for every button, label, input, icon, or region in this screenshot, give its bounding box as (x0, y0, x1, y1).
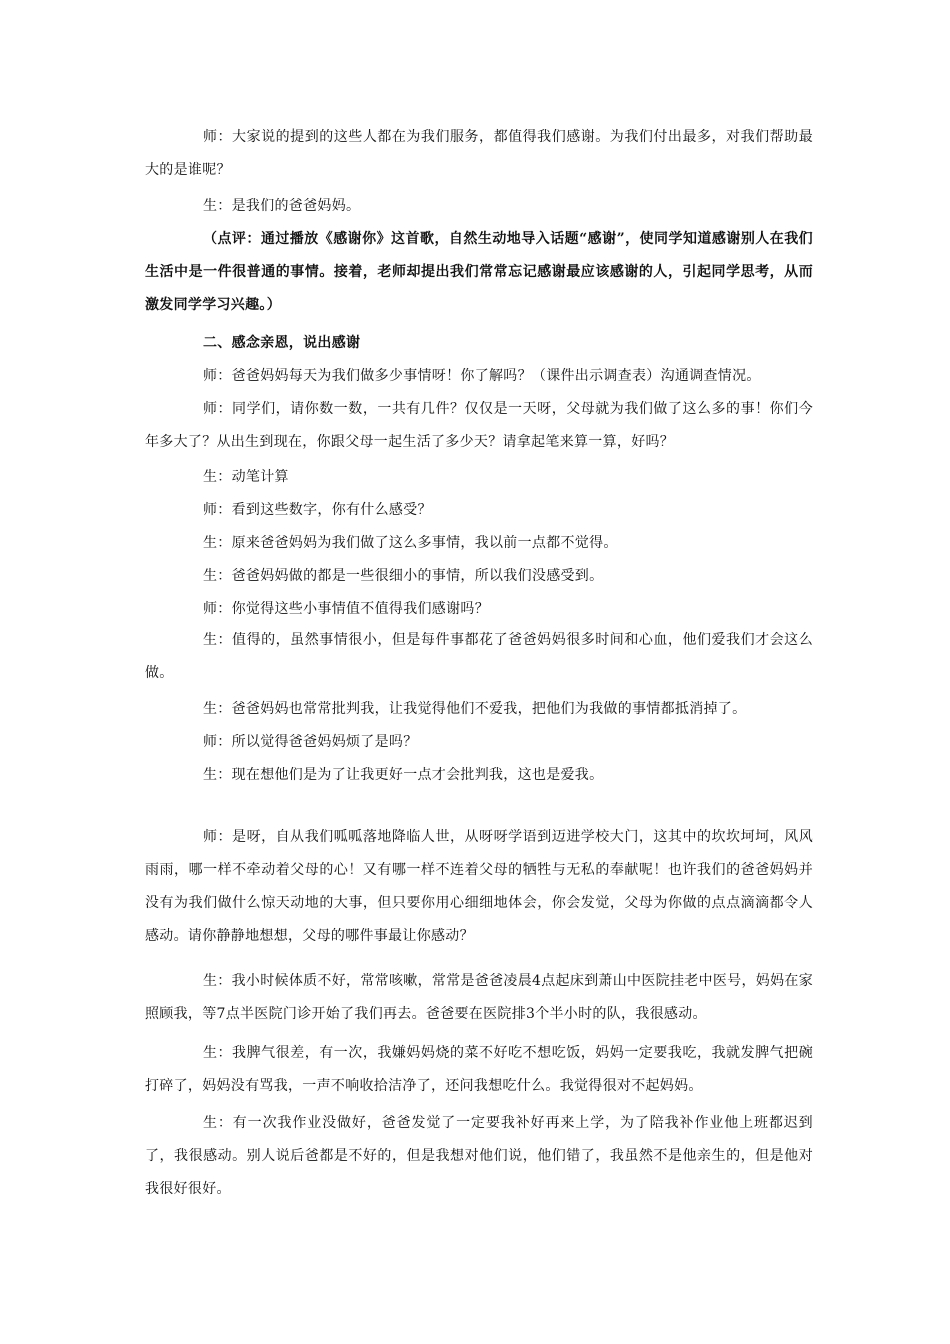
paragraph: 生：动笔计算 (203, 469, 289, 485)
paragraph: 生：我脾气很差，有一次，我嫌妈妈烧的菜不好吃不想吃饭，妈妈一定要我吃，我就发脾气把碗打碎了，妈妈没有骂我，一声不响收拾洁净了，还问我想吃什么。我觉得很对不起妈妈。 (145, 1045, 813, 1094)
paragraph: 师：同学们，请你数一数，一共有几件？仅仅是一天呀，父母就为我们做了这么多的事！你们今年多大了？从出生到现在，你跟父母一起生活了多少天？请拿起笔来算一算，好吗？ (145, 401, 813, 450)
paragraph-student-answer: 生：是我们的爸爸妈妈。 (203, 198, 361, 214)
paragraph: 生：值得的，虽然事情很小，但是每件事都花了爸爸妈妈很多时间和心血，他们爱我们才会这么做。 (145, 632, 813, 681)
paragraph: 生：爸爸妈妈也常常批判我，让我觉得他们不爱我，把他们为我做的事情都抵消掉了。 (203, 701, 747, 717)
paragraph: 师：看到这些数字，你有什么感受？ (203, 502, 432, 518)
paragraph: 师：你觉得这些小事情值不值得我们感谢吗？ (203, 601, 489, 617)
paragraph: 生：我小时候体质不好，常常咳嗽，常常是爸爸凌晨4点起床到萧山中医院挂老中医号，妈妈在家照顾我，等7点半医院门诊开始了我们再去。爸爸要在医院排3个半小时的队，我很感动。 (145, 973, 813, 1022)
paragraph-teacher-question: 师：大家说的提到的这些人都在为我们服务，都值得我们感谢。为我们付出最多，对我们帮助最大的是谁呢？ (145, 129, 813, 178)
paragraph: 生：原来爸爸妈妈为我们做了这么多事情，我以前一点都不觉得。 (203, 535, 618, 551)
paragraph-comment: （点评：通过播放《感谢你》这首歌，自然生动地导入话题“感谢”，使同学知道感谢别人在我们生活中是一件很普通的事情。接着，老师却提出我们常常忘记感谢最应该感谢的人，引起同学思考，从而激发同学学习兴趣。） (145, 231, 813, 313)
paragraph: 生：爸爸妈妈做的都是一些很细小的事情，所以我们没感受到。 (203, 568, 604, 584)
paragraph: 师：爸爸妈妈每天为我们做多少事情呀！你了解吗？（课件出示调查表）沟通调查情况。 (203, 368, 761, 384)
paragraph: 生：现在想他们是为了让我更好一点才会批判我，这也是爱我。 (203, 767, 604, 783)
paragraph: 生：有一次我作业没做好，爸爸发觉了一定要我补好再来上学，为了陪我补作业他上班都迟到了，我很感动。别人说后爸都是不好的，但是我想对他们说，他们错了，我虽然不是他亲生的，但是他对我很好很好。 (145, 1115, 813, 1197)
section-heading: 二、感念亲恩，说出感谢 (203, 335, 361, 351)
paragraph: 师：是呀，自从我们呱呱落地降临人世，从呀呀学语到迈进学校大门，这其中的坎坎坷坷，风风雨雨，哪一样不牵动着父母的心！又有哪一样不连着父母的牺牲与无私的奉献呢！也许我们的爸爸妈妈并没有为我们做什么惊天动地的大事，但只要你用心细细地体会，你会发觉，父母为你做的点点滴滴都令人感动。请你静静地想想，父母的哪件事最让你感动？ (145, 829, 813, 944)
paragraph: 师：所以觉得爸爸妈妈烦了是吗？ (203, 734, 418, 750)
